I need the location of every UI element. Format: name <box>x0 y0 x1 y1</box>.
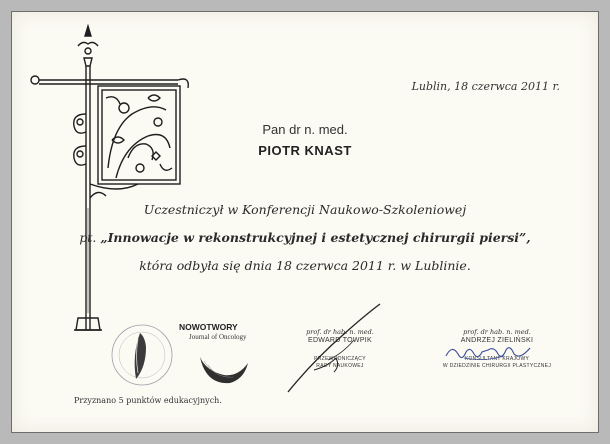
journal-crescent-logo <box>200 357 248 383</box>
certificate-paper <box>12 12 598 432</box>
journal-name: NOWOTWORY <box>179 322 238 332</box>
signatory-name: EDWARD TOWPIK <box>307 337 373 344</box>
conference-title: „Innowacje w rekonstrukcyjnej i estetycznej chirurgii piersi”, <box>100 230 531 245</box>
education-points-note: Przyznano 5 punktów edukacyjnych. <box>74 396 222 405</box>
signatory-title: prof. dr hab. n. med. <box>306 328 374 336</box>
signatory-title: prof. dr hab. n. med. <box>463 328 531 336</box>
document-date: Lublin, 18 czerwca 2011 r. <box>411 80 560 93</box>
handwritten-signature-consultant <box>444 342 534 364</box>
wrought-iron-sign-illustration <box>28 18 208 338</box>
signatory-name: ANDRZEJ ZIELIŃSKI <box>460 337 534 344</box>
journal-subtitle: Journal of Oncology <box>189 333 247 341</box>
participation-statement: Uczestniczył w Konferencji Naukowo-Szkoleniowej <box>143 202 467 217</box>
title-prefix: pt. <box>79 230 101 245</box>
society-seal-logo <box>112 325 172 385</box>
signatory-role-line: KONSULTANT KRAJOWY <box>464 356 530 362</box>
conference-title-line <box>12 230 598 245</box>
handwritten-signature-chair <box>284 300 384 396</box>
signatory-role-line: W DZIEDZINIE CHIRURGII PLASTYCZNEJ <box>442 363 552 369</box>
signatory-role-line: PRZEWODNICZĄCY <box>314 356 366 362</box>
recipient-name: PIOTR KNAST <box>258 143 352 158</box>
signatory-role-line: RADY NAUKOWEJ <box>316 363 364 369</box>
recipient-salutation: Pan dr n. med. <box>262 122 348 137</box>
conference-date-line: która odbyła się dnia 18 czerwca 2011 r. w Lublinie. <box>139 258 471 273</box>
